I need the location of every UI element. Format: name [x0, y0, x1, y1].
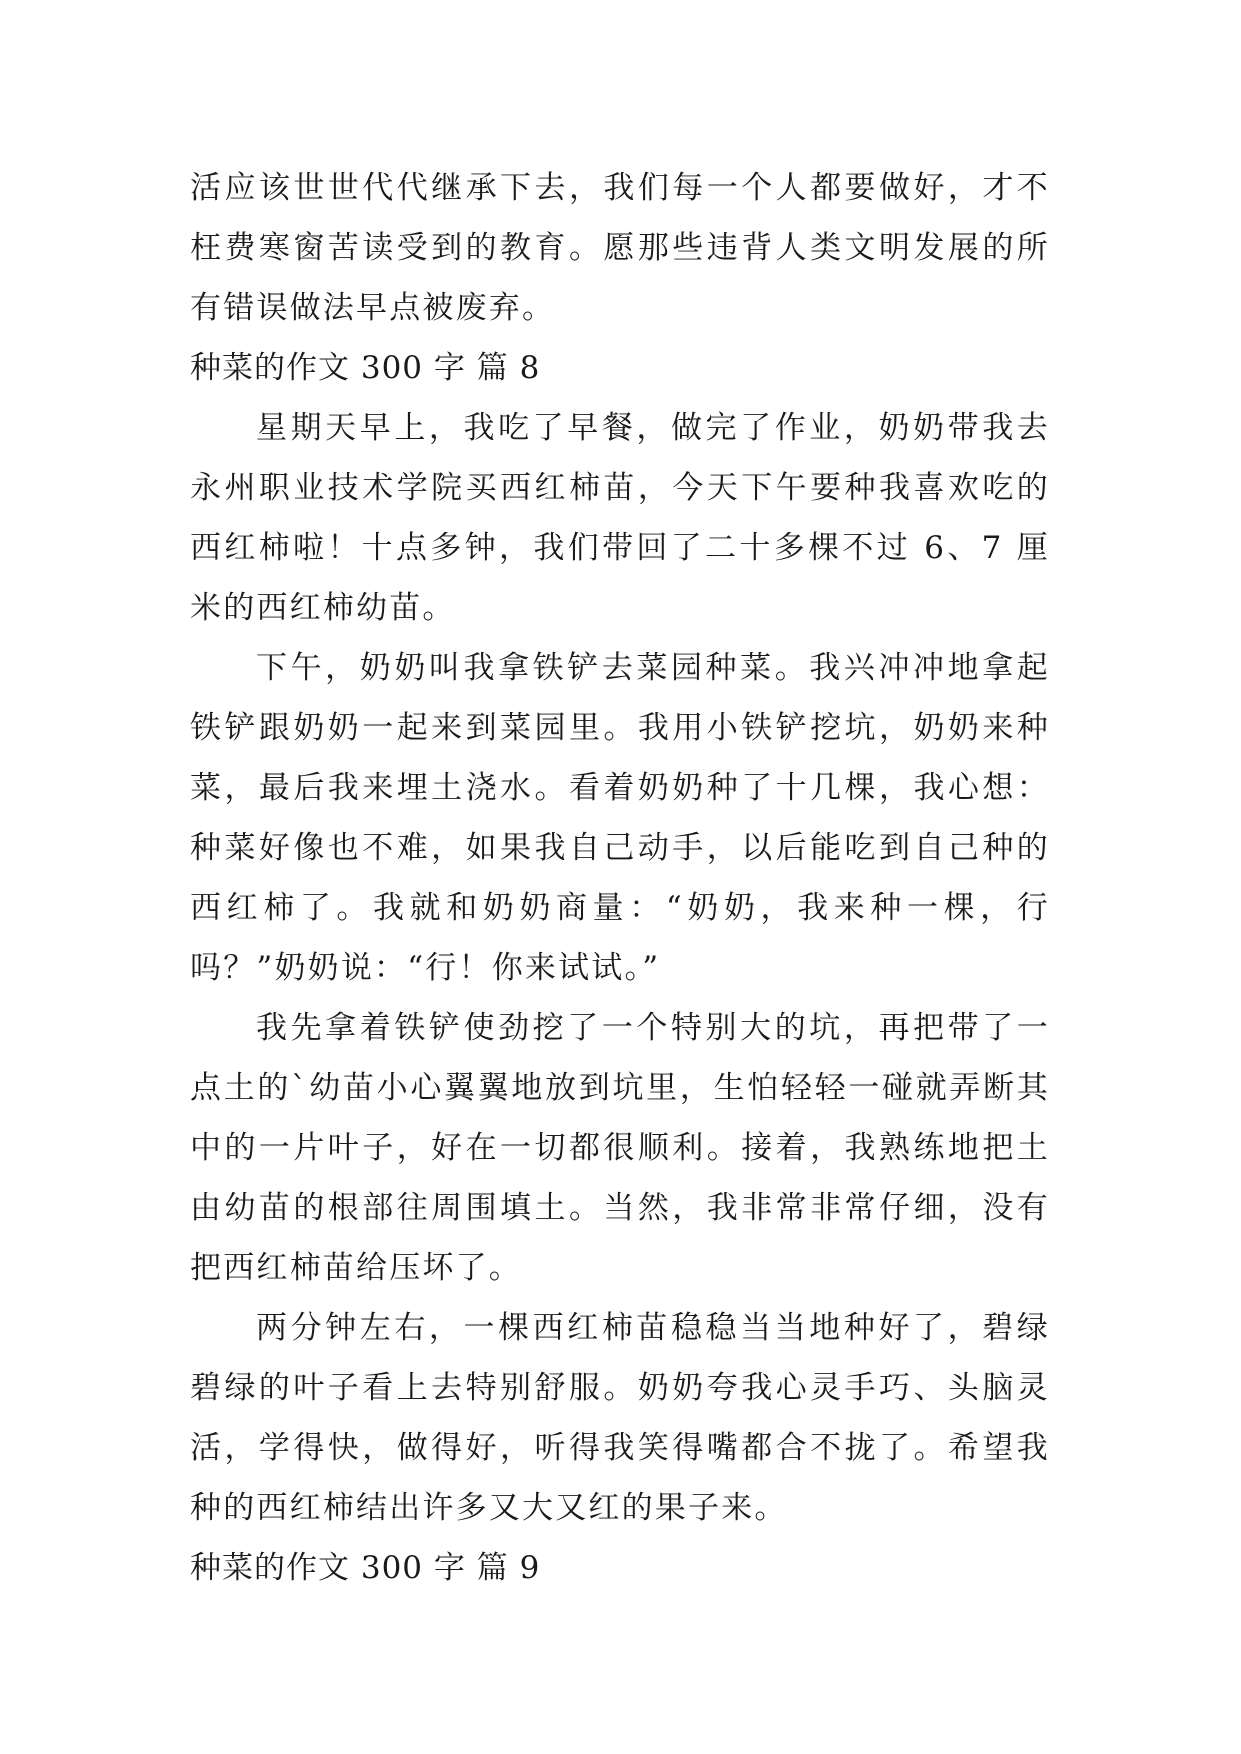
paragraph-morning: 星期天早上，我吃了早餐，做完了作业，奶奶带我去永州职业技术学院买西红柿苗，今天下午要种我喜欢吃的西红柿啦！十点多钟，我们带回了二十多棵不过 6、7 厘米的西红柿幼苗。 [190, 410, 1050, 626]
paragraph-continuation: 活应该世世代代继承下去，我们每一个人都要做好，才不枉费寒窗苦读受到的教育。愿那些违背人类文明发展的所有错误做法早点被废弃。 [190, 170, 1050, 326]
paragraph-planting: 我先拿着铁铲使劲挖了一个特别大的坑，再把带了一点土的`幼苗小心翼翼地放到坑里，生怕轻轻一碰就弄断其中的一片叶子，好在一切都很顺利。接着，我熟练地把土由幼苗的根部往周围填土。当然，我非常非常仔细，没有把西红柿苗给压坏了。 [190, 1010, 1050, 1286]
section-heading-8: 种菜的作文 300 字 篇 8 [190, 350, 541, 386]
paragraph-afternoon: 下午，奶奶叫我拿铁铲去菜园种菜。我兴冲冲地拿起铁铲跟奶奶一起来到菜园里。我用小铁铲挖坑，奶奶来种菜，最后我来埋土浇水。看着奶奶种了十几棵，我心想：种菜好像也不难，如果我自己动手，以后能吃到自己种的西红柿了。我就和奶奶商量：“奶奶，我来种一棵，行吗？”奶奶说：“行！你来试试。” [190, 650, 1050, 986]
section-heading-9: 种菜的作文 300 字 篇 9 [190, 1550, 541, 1586]
document-body [190, 158, 1050, 1598]
paragraph-result: 两分钟左右，一棵西红柿苗稳稳当当地种好了，碧绿碧绿的叶子看上去特别舒服。奶奶夸我心灵手巧、头脑灵活，学得快，做得好，听得我笑得嘴都合不拢了。希望我种的西红柿结出许多又大又红的果子来。 [190, 1310, 1050, 1526]
